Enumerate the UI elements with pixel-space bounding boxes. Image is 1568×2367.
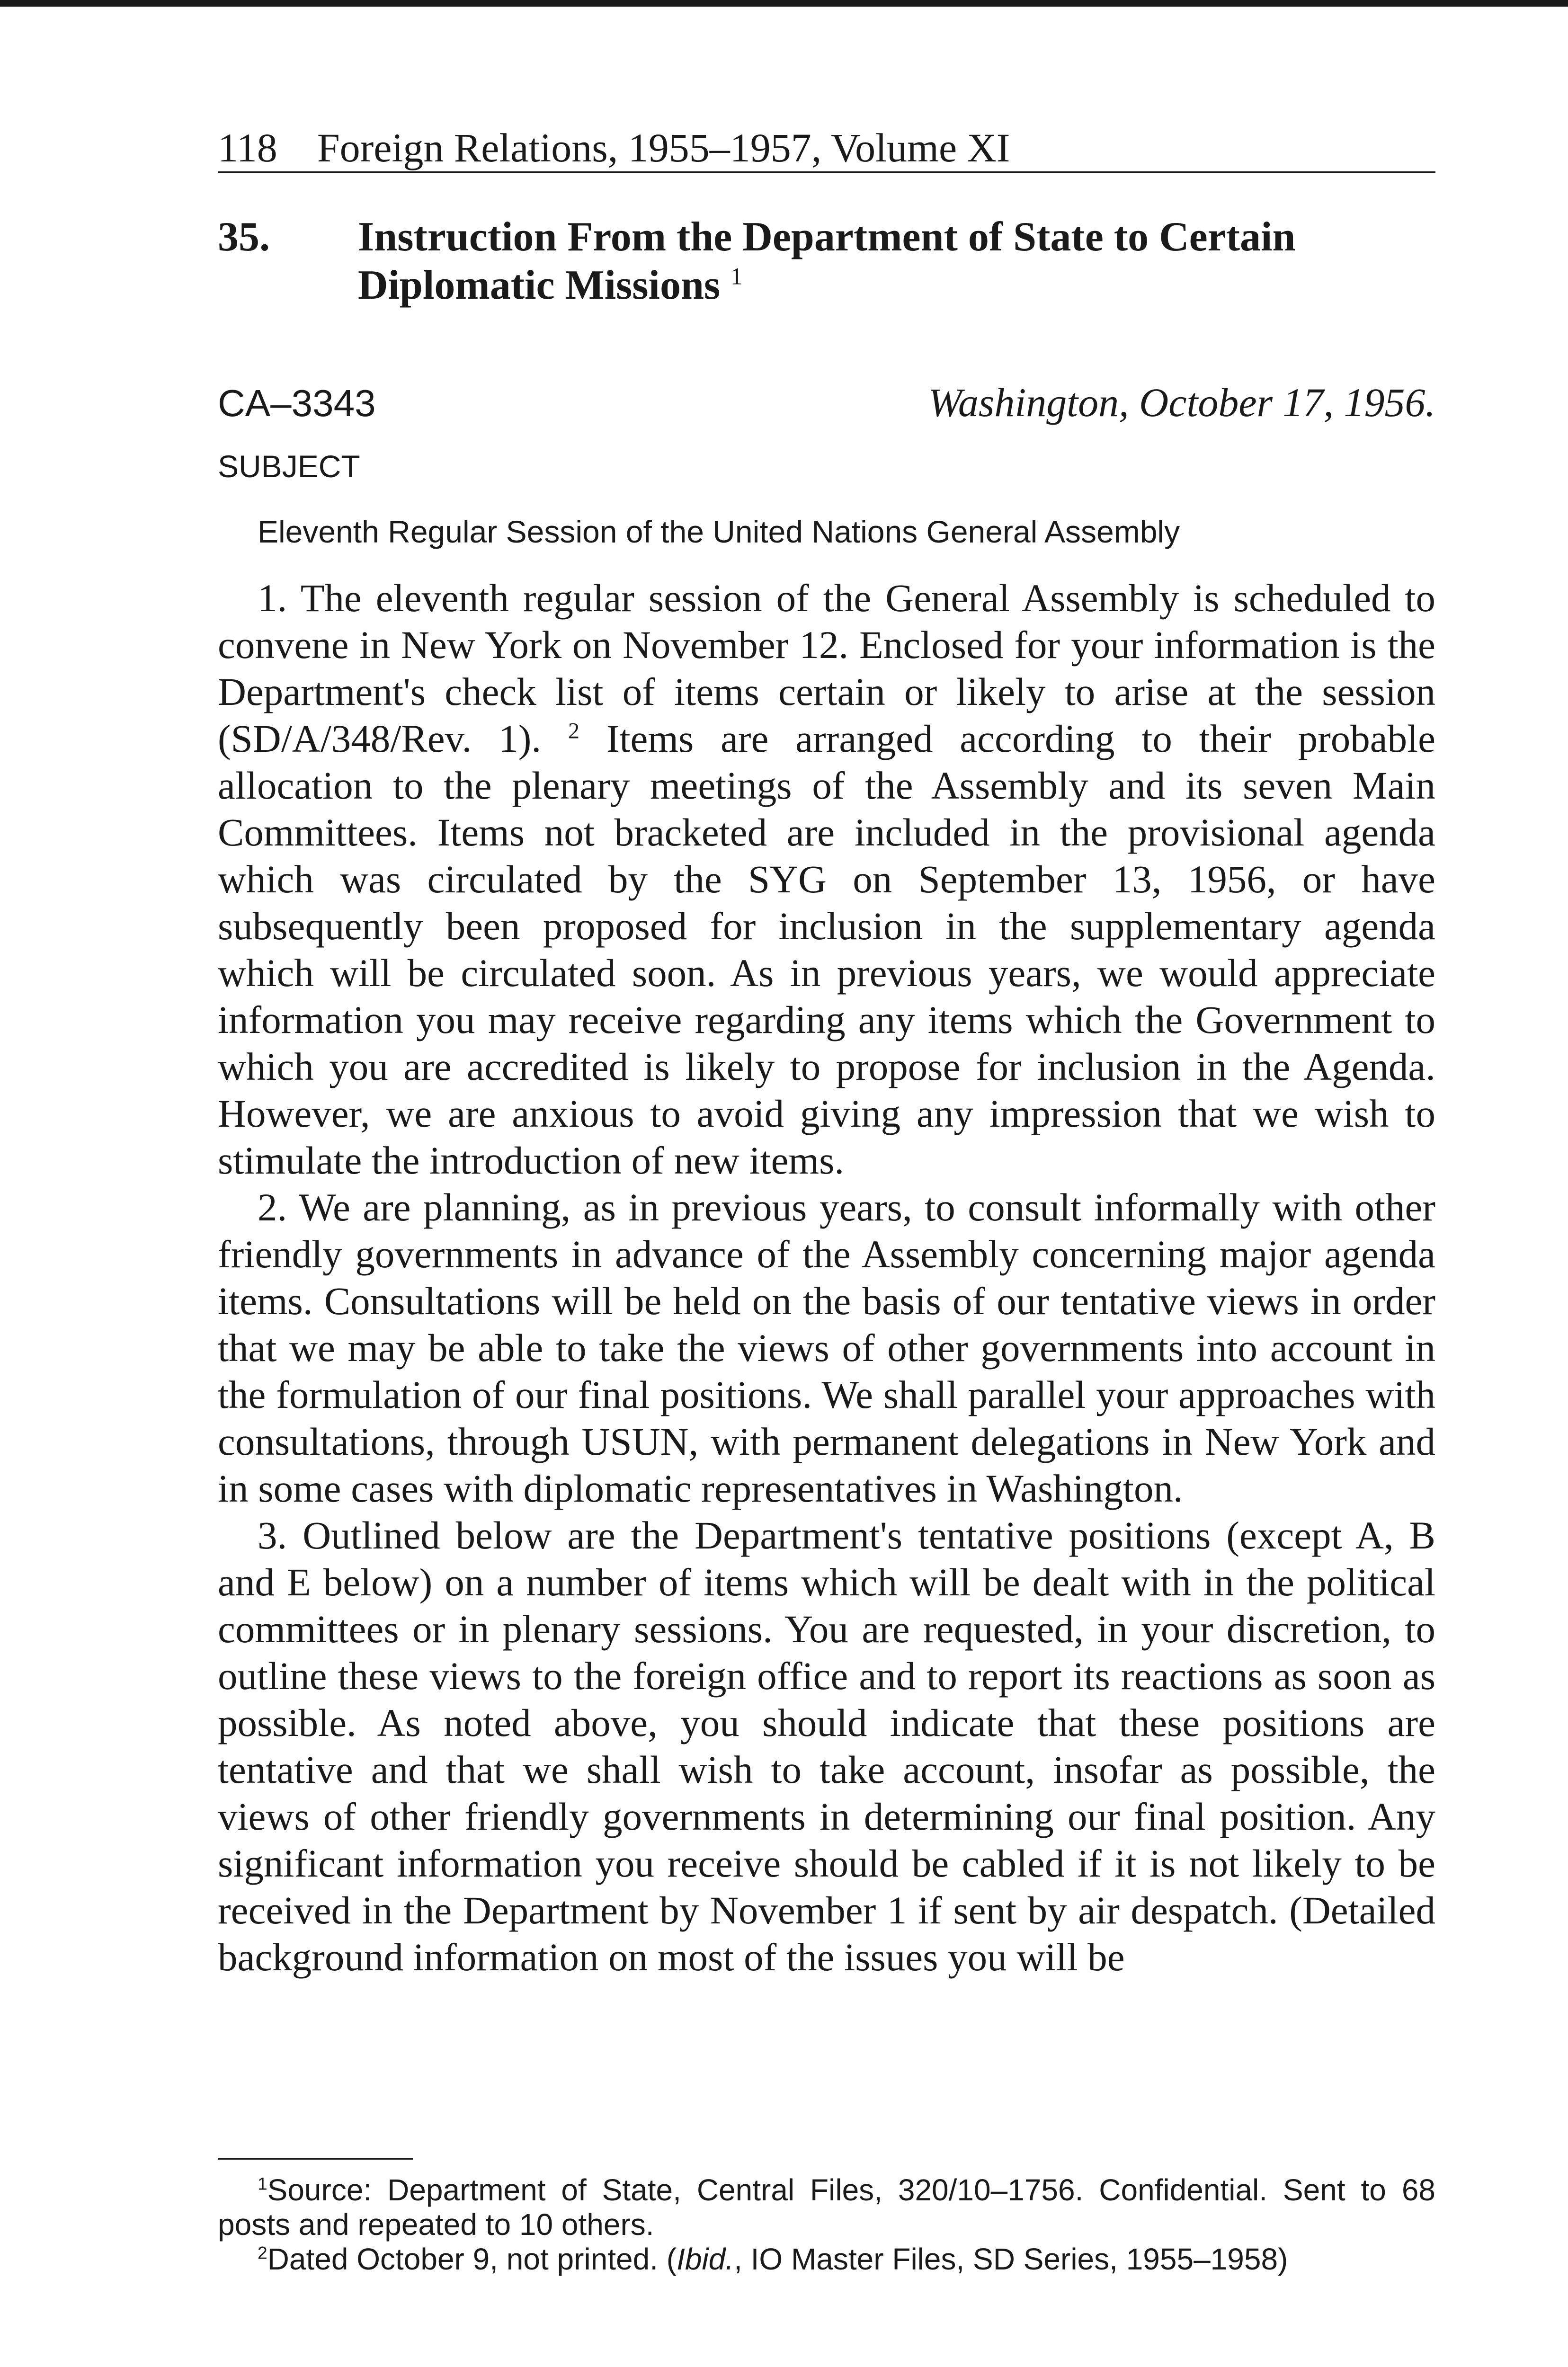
footnote-2-ibid: Ibid.: [677, 2242, 734, 2276]
dateline: Washington, October 17, 1956.: [928, 380, 1435, 425]
document-title: Instruction From the Department of State to Certain Diplomatic Missions: [358, 214, 1296, 308]
document-number: 35.: [218, 214, 270, 260]
paragraph-1: [218, 575, 1435, 1184]
running-header: [218, 124, 1435, 173]
footnote-divider: [218, 2158, 413, 2160]
footnote-2-text-after: , IO Master Files, SD Series, 1955–1958): [734, 2242, 1288, 2276]
footnote-2-marker: 2: [258, 2242, 267, 2263]
footnote-1-text: Source: Department of State, Central Files, 320/10–1756. Confidential. Sent to 68 posts and repeated to 10 others.: [218, 2173, 1435, 2242]
document-meta: [218, 379, 1435, 427]
document-reference: CA–3343: [218, 382, 376, 424]
footnote-ref-1: 1: [731, 263, 743, 290]
body-text: [218, 575, 1435, 1981]
footnote-1: [218, 2173, 1435, 2242]
subject-text: Eleventh Regular Session of the United Nations General Assembly: [258, 514, 1180, 549]
running-title: Foreign Relations, 1955–1957, Volume XI: [317, 125, 1010, 170]
footnotes: [218, 2173, 1435, 2277]
document-heading: [218, 213, 1435, 310]
top-border: [0, 0, 1568, 7]
footnote-2-text-before: Dated October 9, not printed. (: [267, 2242, 677, 2276]
paragraph-1-part-a: 1. The eleventh regular session of the General Assembly is scheduled to convene in New York on November 12. Enclosed for your information is the Department's check list of items certain or likely to arise at the session (SD/A/348/Rev. 1).: [218, 576, 1435, 760]
paragraph-2: 2. We are planning, as in previous years, to consult informally with other friendly governments in advance of the Assembly concerning major agenda items. Consultations will be held on the basis of our tentative views in order that we may be able to take the views of other governments into account in the formulation of our final positions. We shall parallel your approaches with consultations, through USUN, with permanent delegations in New York and in some cases with diplomatic representatives in Washington.: [218, 1185, 1435, 1510]
paragraph-3: 3. Outlined below are the Department's tentative positions (except A, B and E below) on a number of items which will be dealt with in the political committees or in plenary sessions. You are requested, in your discretion, to outline these views to the foreign office and to report its reactions as soon as possible. As noted above, you should indicate that these positions are tentative and that we shall wish to take account, insofar as possible, the views of other friendly governments in determining our final position. Any significant information you receive should be cabled if it is not likely to be received in the Department by November 1 if sent by air despatch. (Detailed background information on most of the issues you will be: [218, 1513, 1435, 1979]
paragraph-1-part-b: Items are arranged according to their probable allocation to the plenary meetings of the Assembly and its seven Main Committees. Items not bracketed are included in the provisional agenda which was circulated by the SYG on September 13, 1956, or have subsequently been proposed for inclusion in the supplementary agenda which will be circulated soon. As in previous years, we would appreciate information you may receive regarding any items which the Government to which you are accredited is likely to propose for inclusion in the Agenda. However, we are anxious to avoid giving any impression that we wish to stimulate the introduction of new items.: [218, 717, 1436, 1182]
subject-label: SUBJECT: [218, 449, 360, 484]
page-number: 118: [218, 125, 277, 170]
footnote-ref-2: 2: [568, 718, 580, 744]
document-title-block: [358, 213, 1435, 310]
footnote-2: [218, 2242, 1435, 2277]
footnote-1-marker: 1: [258, 2173, 267, 2194]
